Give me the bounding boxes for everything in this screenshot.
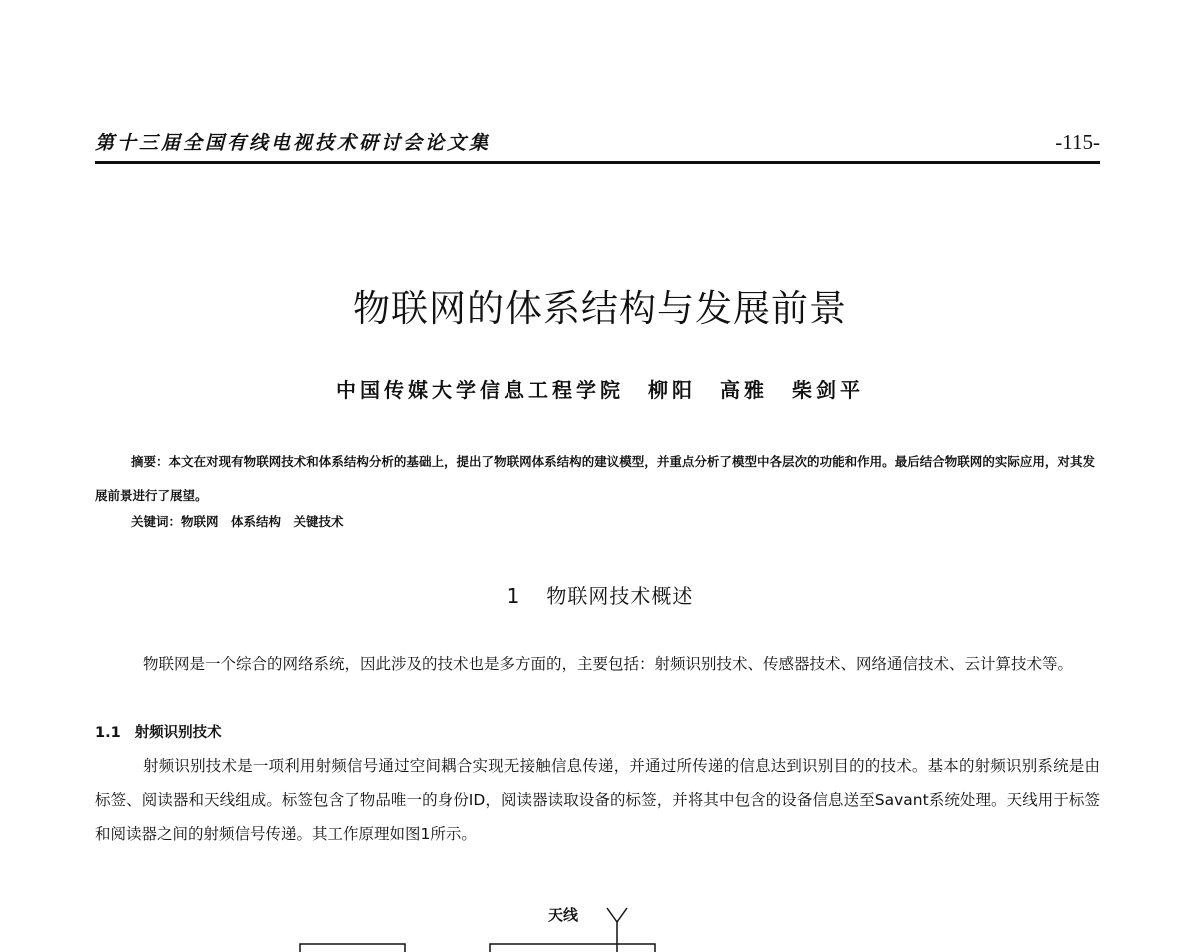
abstract: 摘要：本文在对现有物联网技术和体系结构分析的基础上，提出了物联网体系结构的建议模型，并重点分析了模型中各层次的功能和作用。最后结合物联网的实际应用，对其发展前景进行了展望。 xyxy=(95,454,1095,503)
tag-box xyxy=(300,944,405,952)
page-number: -115- xyxy=(1055,130,1100,154)
section-number: 1 xyxy=(506,584,521,608)
subsection-title: 射频识别技术 xyxy=(134,725,222,741)
keywords: 关键词：物联网 体系结构 关键技术 xyxy=(131,514,344,529)
subsection-number: 1.1 xyxy=(95,725,121,741)
reader-box xyxy=(490,944,655,952)
section-paragraph: 物联网是一个综合的网络系统，因此涉及的技术也是多方面的，主要包括：射频识别技术、传感器技术、网络通信技术、云计算技术等。 xyxy=(143,655,1074,673)
antenna-icon xyxy=(607,908,627,952)
subsection-paragraph: 射频识别技术是一项利用射频信号通过空间耦合实现无接触信息传递，并通过所传递的信息达到识别目的的技术。基本的射频识别系统是由标签、阅读器和天线组成。标签包含了物品唯一的身份ID，阅读器读取设备的标签，并将其中包含的设备信息送至Savant系统处理。天线用于标签和阅读器之间的射频信号传递。其工作原理如图1所示。 xyxy=(95,757,1100,843)
author-line: 中国传媒大学信息工程学院 柳阳 高雅 柴剑平 xyxy=(336,378,864,402)
paper-title: 物联网的体系结构与发展前景 xyxy=(353,287,847,330)
figure-antenna-label: 天线 xyxy=(548,906,579,924)
section-title: 物联网技术概述 xyxy=(546,584,694,608)
running-header-journal: 第十三届全国有线电视技术研讨会论文集 xyxy=(95,132,492,154)
